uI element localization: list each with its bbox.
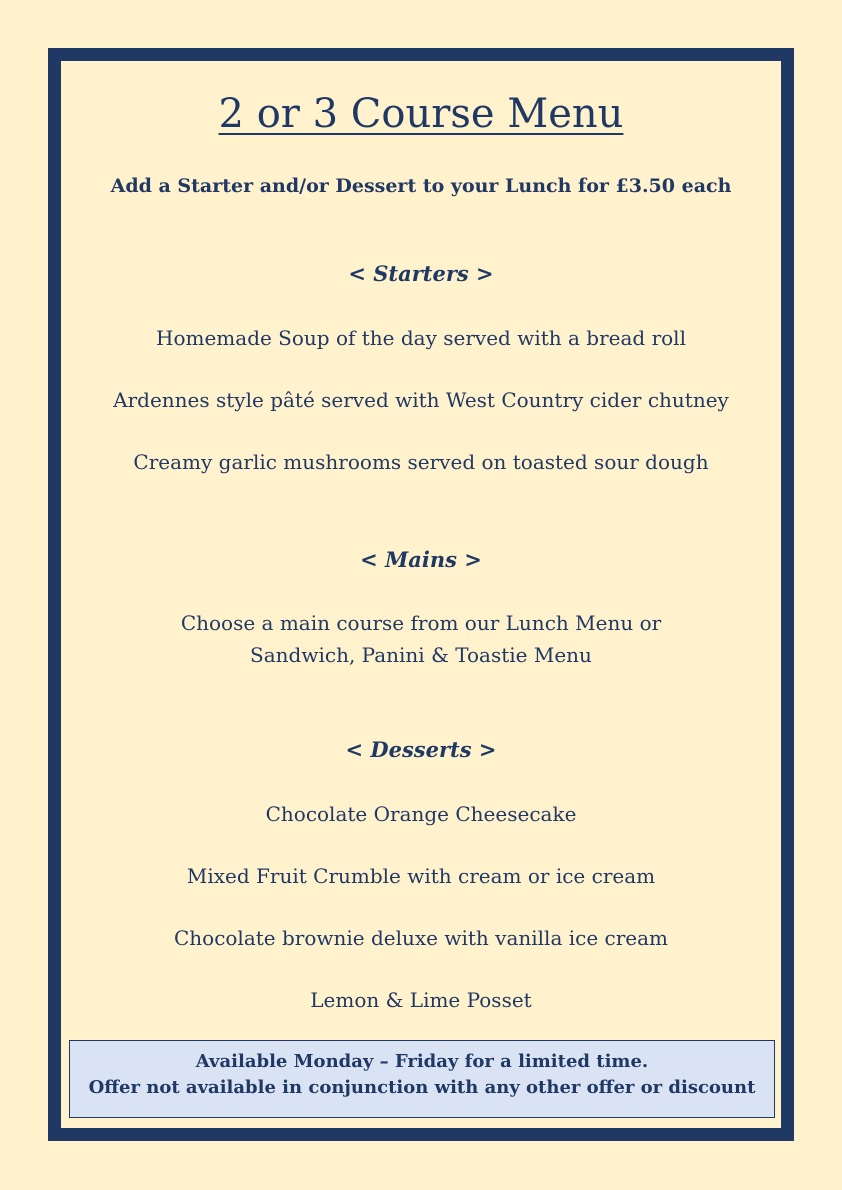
starter-item: Creamy garlic mushrooms served on toasted sour dough <box>133 450 709 474</box>
dessert-item: Mixed Fruit Crumble with cream or ice cream <box>186 864 656 888</box>
offer-subtitle: Add a Starter and/or Dessert to your Lunch for £3.50 each <box>110 175 732 197</box>
dessert-item: Chocolate Orange Cheesecake <box>265 802 577 826</box>
menu-frame <box>48 48 794 1141</box>
dessert-item: Lemon & Lime Posset <box>310 988 532 1012</box>
availability-notice <box>69 1040 775 1118</box>
starter-item: Homemade Soup of the day served with a bread roll <box>156 326 686 350</box>
notice-line-availability: Available Monday – Friday for a limited time. <box>195 1051 649 1072</box>
starters-heading: < Starters > <box>348 261 494 286</box>
page-title: 2 or 3 Course Menu <box>218 91 624 137</box>
dessert-item: Chocolate brownie deluxe with vanilla ice cream <box>173 926 669 950</box>
notice-line-conditions: Offer not available in conjunction with any other offer or discount <box>88 1077 756 1098</box>
starter-item: Ardennes style pâté served with West Country cider chutney <box>113 388 729 412</box>
desserts-heading: < Desserts > <box>345 737 497 762</box>
mains-line: Choose a main course from our Lunch Menu or <box>180 611 662 635</box>
mains-line: Sandwich, Panini & Toastie Menu <box>250 643 592 667</box>
mains-heading: < Mains > <box>360 547 482 572</box>
